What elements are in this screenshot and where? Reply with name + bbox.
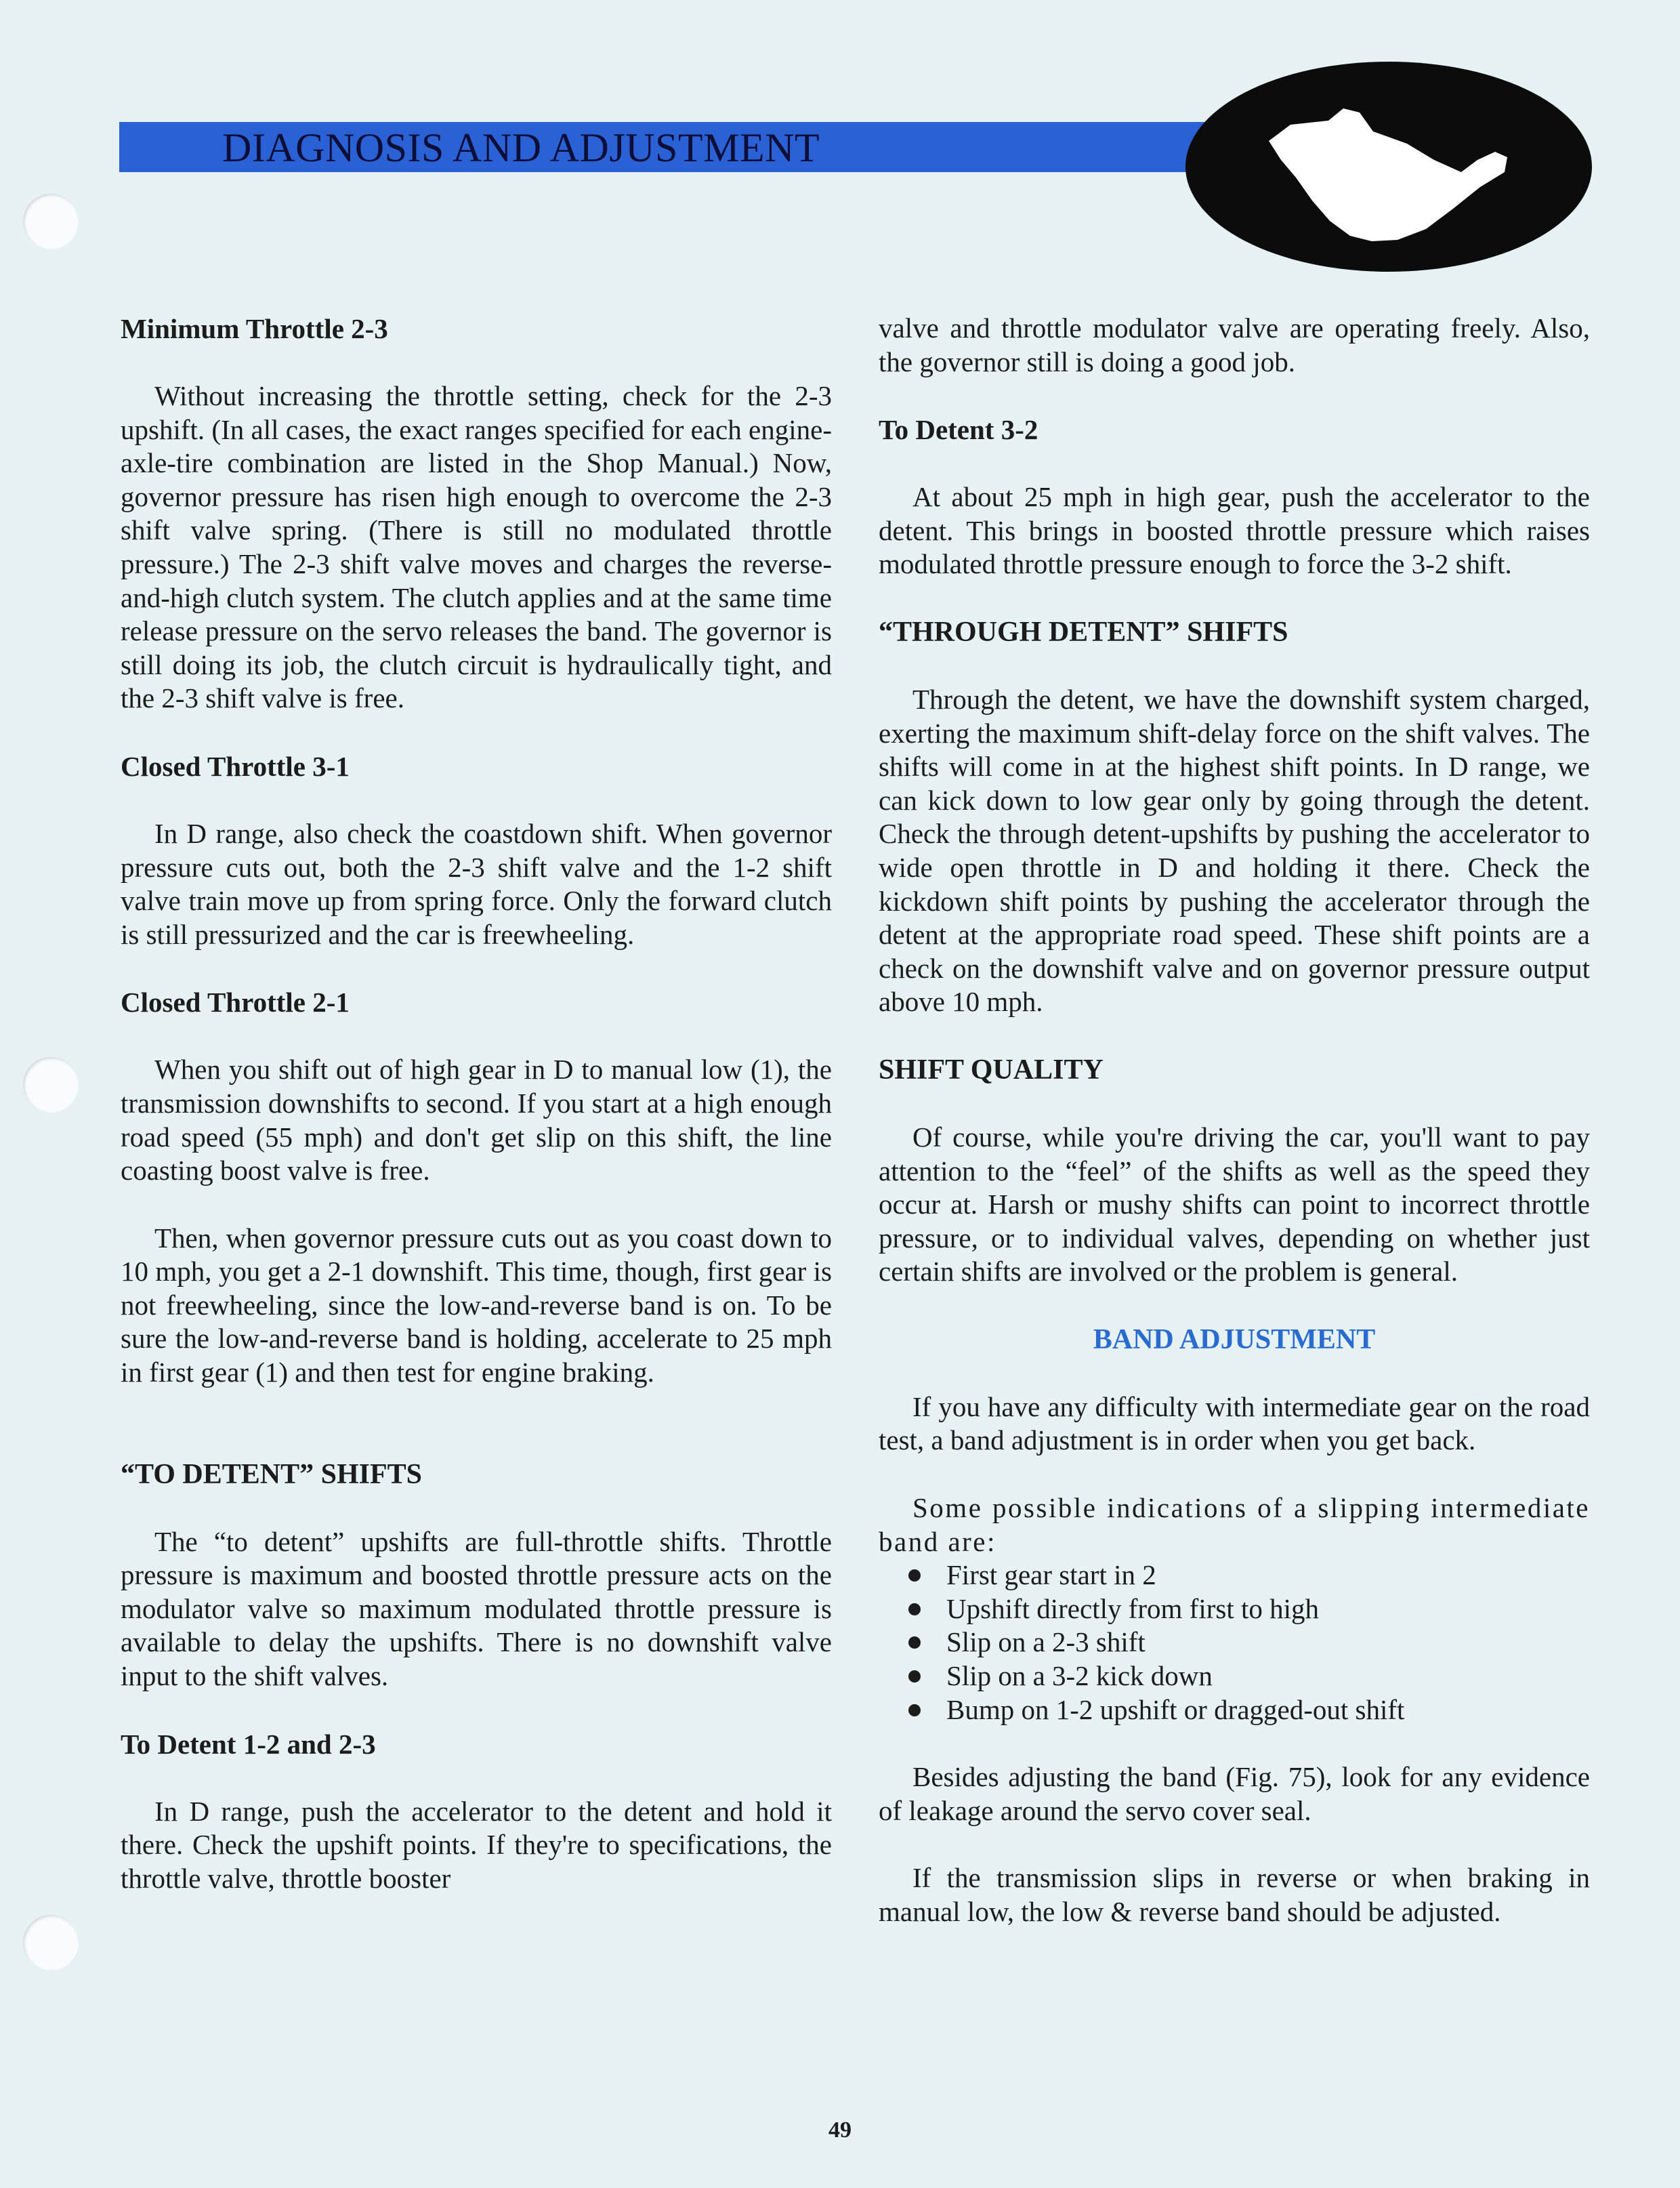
- list-item: [908, 1659, 1590, 1693]
- paragraph: In D range, also check the coastdown shift. When governor pressure cuts out, both the 2-3 shift valve and the 1-2 shift valve train move up from spring force. Only the forward clutch is still pressurized and the car is freewheeling.: [121, 817, 832, 950]
- transmission-emblem-icon: [1182, 58, 1595, 275]
- section-heading-to-detent-shifts: “TO DETENT” SHIFTS: [121, 1458, 423, 1490]
- list-item-text: Upshift directly from first to high: [946, 1592, 1319, 1624]
- paragraph: If the transmission slips in reverse or when braking in manual low, the low & reverse band should be adjusted.: [879, 1862, 1590, 1927]
- left-column: [121, 312, 832, 1895]
- paragraph: Through the detent, we have the downshift system charged, exerting the maximum shift-delay force on the shift valves. The shifts will come in at the highest shift points. In D range, we can kick down to low gear only by going through the detent. Check the through detent-upshifts by pushing the accelerator to wide open throttle in D and holding it there. Check the kickdown shift points by pushing the accelerator through the detent at the appropriate road speed. These shift points are a check on the downshift valve and on governor pressure output above 10 mph.: [879, 683, 1590, 1018]
- paragraph: The “to detent” upshifts are full-throttle shifts. Throttle pressure is maximum and boosted throttle pressure acts on the modulator valve so maximum modulated throttle pressure is available to delay the upshifts. There is no downshift valve input to the shift valves.: [121, 1525, 832, 1692]
- list-item-text: Slip on a 2-3 shift: [946, 1626, 1146, 1658]
- section-heading-minimum-throttle-2-3: Minimum Throttle 2-3: [121, 313, 388, 344]
- bullet-icon: [908, 1603, 921, 1615]
- section-heading-shift-quality: SHIFT QUALITY: [879, 1054, 1104, 1086]
- binder-hole-bottom: [23, 1915, 79, 1970]
- paragraph-continued: valve and throttle modulator valve are operating freely. Also, the governor still is doing a good job.: [879, 312, 1590, 377]
- list-item: [908, 1559, 1590, 1592]
- paragraph: Of course, while you're driving the car, you'll want to pay attention to the “feel” of the shifts as well as the speed they occur at. Harsh or mushy shifts can point to incorrect throttle pressure, or to individual valves, depending on whether just certain shifts are involved or the problem is general.: [879, 1121, 1590, 1287]
- list-item: [908, 1626, 1590, 1659]
- section-gap: [121, 1424, 832, 1458]
- section-heading-closed-throttle-3-1: Closed Throttle 3-1: [121, 750, 350, 782]
- binder-hole-top: [23, 194, 79, 249]
- list-item-text: Slip on a 3-2 kick down: [946, 1660, 1213, 1692]
- section-heading-to-detent-3-2: To Detent 3-2: [879, 414, 1038, 446]
- paragraph: Then, when governor pressure cuts out as you coast down to 10 mph, you get a 2-1 downshift. This time, though, first gear is not freewheeling, since the low-and-reverse band is on. To be sure the low-and-reverse band is holding, accelerate to 25 mph in first gear (1) and then test for engine braking.: [121, 1222, 832, 1388]
- section-heading-through-detent-shifts: “THROUGH DETENT” SHIFTS: [879, 616, 1288, 648]
- bullet-icon: [908, 1636, 921, 1649]
- binder-hole-middle: [23, 1057, 79, 1113]
- page-number: 49: [828, 2118, 852, 2143]
- paragraph: In D range, push the accelerator to the detent and hold it there. Check the upshift points. If they're to specifications, the throttle valve, throttle booster: [121, 1795, 832, 1894]
- section-heading-band-adjustment: BAND ADJUSTMENT: [1093, 1323, 1376, 1355]
- paragraph: Without increasing the throttle setting, check for the 2-3 upshift. (In all cases, the exact ranges specified for each engine-axle-tire combination are listed in the Shop Manual.) Now, governor pressure has risen high enough to overcome the 2-3 shift valve spring. (There is still no modulated throttle pressure.) The 2-3 shift valve moves and charges the reverse-and-high clutch system. The clutch applies and at the same time release pressure on the servo releases the band. The governor is still doing its job, the clutch circuit is hydraulically tight, and the 2-3 shift valve is free.: [121, 380, 832, 714]
- bullet-icon: [908, 1670, 921, 1683]
- list-item-text: Bump on 1-2 upshift or dragged-out shift: [946, 1693, 1405, 1725]
- bullet-icon: [908, 1569, 921, 1582]
- section-heading-to-detent-1-2-and-2-3: To Detent 1-2 and 2-3: [121, 1728, 376, 1760]
- slip-indications-list: [879, 1559, 1590, 1727]
- list-item: [908, 1693, 1590, 1727]
- paragraph: When you shift out of high gear in D to manual low (1), the transmission downshifts to second. If you start at a high enough road speed (55 mph) and don't get slip on this shift, the line coasting boost valve is free.: [121, 1054, 832, 1186]
- page-title: DIAGNOSIS AND ADJUSTMENT: [222, 125, 820, 170]
- paragraph: At about 25 mph in high gear, push the accelerator to the detent. This brings in boosted throttle pressure which raises modulated throttle pressure enough to force the 3-2 shift.: [879, 481, 1590, 580]
- paragraph: Besides adjusting the band (Fig. 75), look for any evidence of leakage around the servo cover seal.: [879, 1761, 1590, 1826]
- right-column: [879, 312, 1590, 1929]
- bullet-icon: [908, 1704, 921, 1716]
- list-item: [908, 1592, 1590, 1626]
- paragraph: Some possible indications of a slipping intermediate band are:: [879, 1492, 1590, 1557]
- paragraph: If you have any difficulty with intermediate gear on the road test, a band adjustment is in order when you get back.: [879, 1390, 1590, 1456]
- section-heading-closed-throttle-2-1: Closed Throttle 2-1: [121, 987, 350, 1018]
- list-item-text: First gear start in 2: [946, 1559, 1156, 1591]
